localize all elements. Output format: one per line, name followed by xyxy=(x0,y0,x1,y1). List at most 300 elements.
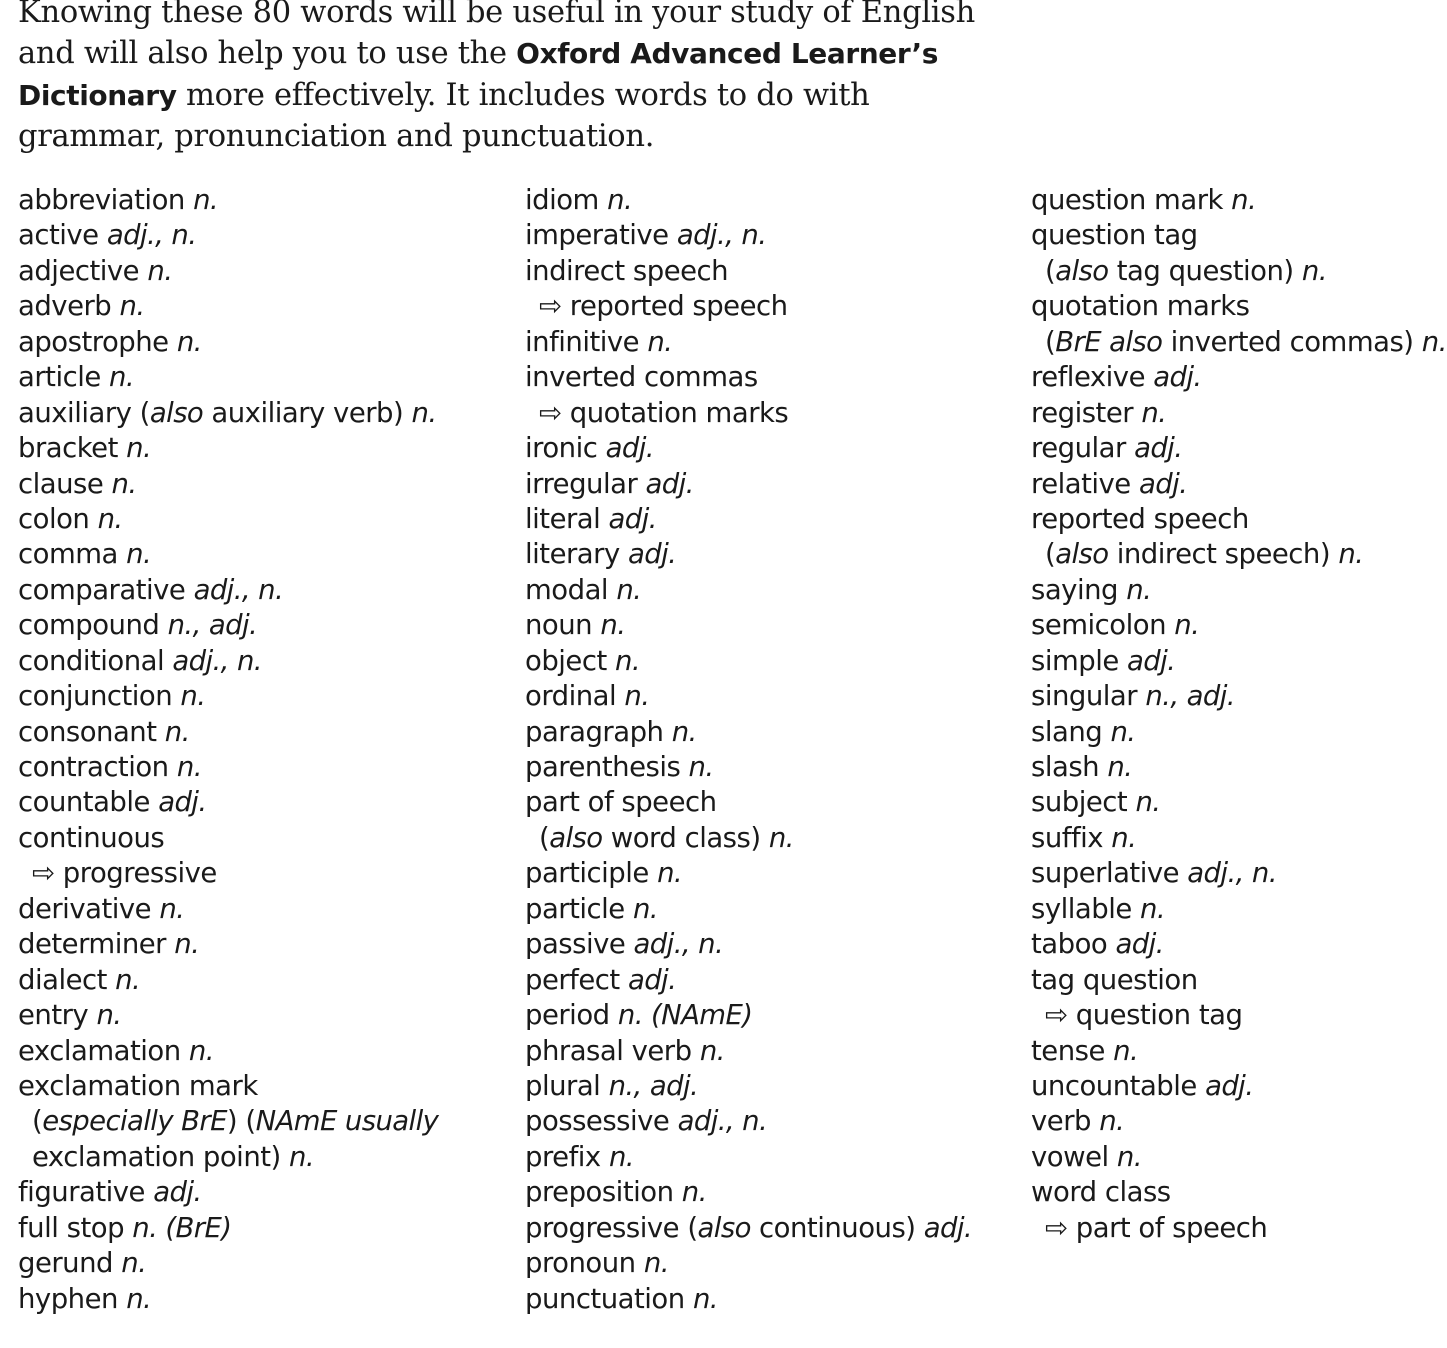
word-class-label: n. xyxy=(671,715,697,748)
list-item xyxy=(525,608,972,643)
headword: parenthesis xyxy=(525,751,681,783)
headword: participle xyxy=(525,857,649,890)
headword: phrasal verb xyxy=(525,1034,692,1067)
headword: figurative xyxy=(18,1176,145,1209)
word-class-label: n. xyxy=(289,1140,314,1173)
word-class-label: adj. xyxy=(605,432,654,465)
list-item xyxy=(525,927,972,962)
word-class-label: n. xyxy=(96,999,122,1032)
list-item xyxy=(1031,856,1340,891)
headword: verb xyxy=(1031,1105,1091,1138)
list-item xyxy=(18,927,438,962)
word-class-label: n. xyxy=(176,751,202,783)
word-class-label: n. xyxy=(699,1034,725,1067)
headword: consonant xyxy=(18,715,157,748)
headword: paragraph xyxy=(525,715,664,748)
word-class-label: n. xyxy=(1126,573,1152,606)
list-item xyxy=(18,360,438,395)
list-item xyxy=(18,431,438,466)
list-item xyxy=(525,502,972,537)
word-class-label: n. xyxy=(688,751,714,783)
word-class-label: n. xyxy=(692,1282,718,1315)
intro-paragraph xyxy=(18,0,978,157)
word-class-label: adj. xyxy=(923,1211,973,1244)
headword: taboo xyxy=(1031,928,1108,961)
word-class-label: adj. xyxy=(1115,928,1164,961)
word-class-label: adj., n. xyxy=(676,219,767,252)
word-class-label: n. xyxy=(159,892,185,925)
list-item xyxy=(18,644,438,679)
paren-close: ) xyxy=(1403,325,1414,358)
paren-close: ) xyxy=(905,1211,916,1244)
list-item xyxy=(1031,1140,1340,1175)
list-item xyxy=(18,537,438,572)
word-class-label: n. xyxy=(180,680,206,713)
list-item xyxy=(1031,289,1340,324)
list-item xyxy=(525,573,972,608)
list-item xyxy=(525,360,972,395)
dictionary-title-part-1: Oxford Advanced Learner’s xyxy=(516,37,938,71)
entry-continuation xyxy=(525,821,972,856)
intro-line-3: more effectively. It includes words to do with xyxy=(176,77,870,113)
headword: perfect xyxy=(525,963,620,996)
list-item xyxy=(18,1069,438,1104)
list-item xyxy=(1031,821,1340,856)
list-item xyxy=(1031,644,1340,679)
word-class-label: n. xyxy=(1141,396,1167,429)
cross-reference-arrow-icon: ⇨ xyxy=(539,396,562,429)
paren-open: ( xyxy=(32,1105,43,1138)
headword: quotation marks xyxy=(1031,290,1250,323)
headword: idiom xyxy=(525,184,599,216)
headword: superlative xyxy=(1031,857,1180,890)
paren-open: ( xyxy=(539,821,550,854)
usage-label: also xyxy=(1055,538,1109,571)
intro-line-2: and will also help you to use the xyxy=(18,36,517,72)
word-class-label: n. xyxy=(1110,715,1136,748)
list-item xyxy=(1031,679,1340,714)
headword: tag question xyxy=(1031,963,1198,996)
word-class-label: n. xyxy=(126,1282,152,1315)
headword: countable xyxy=(18,786,150,819)
list-item xyxy=(525,1282,972,1317)
word-class-label: n. xyxy=(126,538,152,571)
cross-reference-arrow-icon: ⇨ xyxy=(1045,999,1068,1032)
headword: ordinal xyxy=(525,680,617,713)
word-class-label: n. xyxy=(616,573,642,606)
headword: vowel xyxy=(1031,1140,1109,1173)
headword: question tag xyxy=(1031,219,1198,252)
word-class-label: n. xyxy=(1135,786,1161,819)
paren-close: ) xyxy=(270,1140,281,1173)
list-item xyxy=(525,1034,972,1069)
headword: adverb xyxy=(18,290,112,323)
list-item xyxy=(18,325,438,360)
paren-open: ( xyxy=(1045,325,1056,358)
list-item xyxy=(1031,1104,1340,1139)
cross-reference-term: quotation marks xyxy=(569,396,789,429)
headword: irregular xyxy=(525,467,638,500)
list-item xyxy=(1031,785,1340,820)
paren-open: ( xyxy=(1045,254,1056,287)
list-item xyxy=(525,715,972,750)
list-item xyxy=(525,183,972,218)
word-class-label: n. xyxy=(1231,184,1257,216)
list-item xyxy=(18,1034,438,1069)
headword: particle xyxy=(525,892,625,925)
word-class-label: n. xyxy=(1113,1034,1139,1067)
entry-continuation xyxy=(1031,254,1340,289)
word-class-label: adj. xyxy=(627,538,677,571)
entry-continuation xyxy=(1031,325,1447,360)
word-class-label: n. xyxy=(1140,892,1165,925)
paren-close: ) xyxy=(1283,254,1294,287)
headword: semicolon xyxy=(1031,609,1167,642)
headword: compound xyxy=(18,609,160,642)
headword: subject xyxy=(1031,786,1128,819)
word-class-label: adj. xyxy=(608,502,657,535)
word-class-label: adj. xyxy=(1134,432,1183,465)
list-item xyxy=(1031,750,1340,785)
headword: contraction xyxy=(18,751,169,783)
word-class-label: n. xyxy=(1111,821,1137,854)
headword: ironic xyxy=(525,432,598,465)
word-class-label: n. xyxy=(632,892,658,925)
word-class-label: n. xyxy=(647,325,673,358)
headword: derivative xyxy=(18,892,152,925)
headword: slang xyxy=(1031,715,1103,748)
word-list-column-3 xyxy=(1031,183,1447,1246)
list-item xyxy=(18,254,438,289)
headword: literal xyxy=(525,502,601,535)
word-class-label: n. xyxy=(147,254,173,287)
headword: singular xyxy=(1031,680,1138,713)
list-item xyxy=(18,715,438,750)
list-item xyxy=(1031,360,1340,395)
word-class-label: adj. xyxy=(627,963,677,996)
list-item xyxy=(525,1140,972,1175)
list-item xyxy=(18,218,438,253)
headword: suffix xyxy=(1031,821,1104,854)
headword: passive xyxy=(525,928,626,961)
headword: active xyxy=(18,219,99,252)
list-item xyxy=(525,679,972,714)
word-class-label: n. xyxy=(126,432,152,465)
paren-open: ( xyxy=(1045,538,1056,571)
intro-line-1: Knowing these 80 words will be useful in your study of English xyxy=(18,0,975,30)
headword: punctuation xyxy=(525,1282,685,1315)
headword: noun xyxy=(525,609,593,642)
headword: plural xyxy=(525,1069,601,1102)
headword: infinitive xyxy=(525,325,640,358)
alternative-term: auxiliary verb xyxy=(211,396,394,429)
headword: comma xyxy=(18,538,118,571)
headword: colon xyxy=(18,502,90,535)
list-item xyxy=(1031,573,1340,608)
headword: relative xyxy=(1031,467,1131,500)
word-class-label: n. xyxy=(768,821,794,854)
word-class-label: n. xyxy=(1174,609,1200,642)
list-item xyxy=(525,1069,972,1104)
usage-label: also xyxy=(149,396,204,429)
alternative-term: tag question xyxy=(1116,254,1284,287)
headword: word class xyxy=(1031,1176,1171,1209)
headword: hyphen xyxy=(18,1282,118,1315)
paren-open: ( xyxy=(139,396,150,429)
list-item xyxy=(525,644,972,679)
word-class-label: n. xyxy=(164,715,190,748)
word-class-label: n. xyxy=(97,502,123,535)
headword: bracket xyxy=(18,432,118,465)
word-class-label: adj., n. xyxy=(633,928,724,961)
word-class-label: adj., n. xyxy=(172,644,262,677)
usage-label: especially BrE xyxy=(42,1105,227,1138)
word-class-label: adj. xyxy=(1127,644,1176,677)
word-class-label: n. xyxy=(681,1176,707,1209)
headword: exclamation point xyxy=(32,1140,271,1173)
list-item xyxy=(18,963,438,998)
list-item xyxy=(18,892,438,927)
list-item xyxy=(1031,608,1340,643)
list-item xyxy=(18,608,438,643)
cross-reference-arrow-icon: ⇨ xyxy=(539,290,562,323)
word-class-label: adj., n. xyxy=(677,1105,768,1138)
list-item xyxy=(18,183,438,218)
list-item xyxy=(1031,431,1340,466)
word-list-column-1 xyxy=(18,183,438,1317)
list-item xyxy=(525,325,972,360)
word-class-label: n. xyxy=(119,290,145,323)
word-class-label: n. xyxy=(115,963,141,996)
list-item xyxy=(18,502,438,537)
word-class-label: n. (NAmE) xyxy=(617,999,753,1032)
word-class-label: n. xyxy=(1421,325,1447,358)
headword: modal xyxy=(525,573,609,606)
list-item xyxy=(525,892,972,927)
word-class-label: adj., n. xyxy=(1187,857,1277,890)
cross-reference-term: progressive xyxy=(62,857,217,890)
headword: register xyxy=(1031,396,1134,429)
list-item xyxy=(1031,963,1340,998)
list-item xyxy=(18,785,438,820)
list-item xyxy=(1031,892,1340,927)
headword: tense xyxy=(1031,1034,1105,1067)
headword: conditional xyxy=(18,644,165,677)
word-class-label: n. xyxy=(193,184,219,216)
word-class-label: adj. xyxy=(1138,467,1188,500)
headword: exclamation xyxy=(18,1034,181,1067)
cross-reference-term: part of speech xyxy=(1075,1211,1268,1244)
list-item xyxy=(525,537,972,572)
alternative-term: inverted commas xyxy=(1170,325,1404,358)
list-item xyxy=(18,679,438,714)
headword: possessive xyxy=(525,1105,670,1138)
list-item xyxy=(525,785,972,820)
list-item xyxy=(525,963,972,998)
word-class-label: n. xyxy=(608,1140,634,1173)
word-class-label: n. xyxy=(615,644,640,677)
headword: progressive xyxy=(525,1211,680,1244)
headword: reported speech xyxy=(1031,502,1249,535)
headword: exclamation mark xyxy=(18,1069,258,1102)
word-class-label: n. xyxy=(643,1247,669,1280)
list-item xyxy=(525,467,972,502)
list-item xyxy=(18,1246,438,1281)
headword: saying xyxy=(1031,573,1118,606)
word-class-label: n. (BrE) xyxy=(132,1211,232,1244)
headword: dialect xyxy=(18,963,107,996)
entry-continuation xyxy=(525,289,972,324)
headword: part of speech xyxy=(525,786,717,819)
word-class-label: adj., n. xyxy=(193,573,284,606)
headword: conjunction xyxy=(18,680,173,713)
dictionary-title-part-2: Dictionary xyxy=(18,78,177,112)
headword: period xyxy=(525,999,610,1032)
headword: inverted commas xyxy=(525,361,758,394)
headword: adjective xyxy=(18,254,140,287)
word-class-label: n., adj. xyxy=(167,609,258,642)
headword: clause xyxy=(18,467,104,500)
paren-close: ) xyxy=(1319,538,1331,571)
headword: object xyxy=(525,644,607,677)
usage-label: BrE also xyxy=(1055,325,1163,358)
list-item xyxy=(525,1211,972,1246)
list-item xyxy=(525,856,972,891)
word-class-label: n. xyxy=(607,184,633,216)
word-class-label: n. xyxy=(188,1034,214,1067)
list-item xyxy=(1031,715,1340,750)
headword: article xyxy=(18,361,101,394)
alternative-term: word class xyxy=(610,821,751,854)
word-class-label: n. xyxy=(411,396,437,429)
list-item xyxy=(525,998,972,1033)
list-item xyxy=(1031,396,1340,431)
headword: slash xyxy=(1031,751,1100,783)
entry-continuation xyxy=(18,1104,438,1139)
headword: auxiliary xyxy=(18,396,132,429)
word-class-label: n., adj. xyxy=(1145,680,1235,713)
paren-close: ) xyxy=(393,396,404,429)
word-class-label: n. xyxy=(176,325,202,358)
headword: indirect speech xyxy=(525,254,729,287)
list-item xyxy=(1031,927,1340,962)
headword: pronoun xyxy=(525,1247,636,1280)
entry-continuation xyxy=(1031,537,1364,572)
headword: question mark xyxy=(1031,184,1223,216)
word-class-label: adj. xyxy=(158,786,207,819)
headword: full stop xyxy=(18,1211,125,1244)
headword: entry xyxy=(18,999,89,1032)
entry-continuation xyxy=(525,396,972,431)
word-class-label: n. xyxy=(109,361,134,394)
usage-label: also xyxy=(1055,254,1109,287)
list-item xyxy=(525,750,972,785)
headword: syllable xyxy=(1031,892,1132,925)
word-class-label: n. xyxy=(600,609,626,642)
word-class-label: n., adj. xyxy=(608,1069,699,1102)
cross-reference-term: reported speech xyxy=(569,290,788,323)
usage-label: also xyxy=(697,1211,751,1244)
word-class-label: n. xyxy=(1099,1105,1125,1138)
list-item xyxy=(18,467,438,502)
list-item xyxy=(18,289,438,324)
list-item xyxy=(1031,1034,1340,1069)
word-class-label: n. xyxy=(1107,751,1133,783)
word-class-label: n. xyxy=(1338,538,1364,571)
list-item xyxy=(18,821,438,856)
list-item xyxy=(18,396,438,431)
list-item xyxy=(18,1211,438,1246)
word-class-label: n. xyxy=(174,928,200,961)
headword: reflexive xyxy=(1031,361,1145,394)
list-item xyxy=(1031,502,1340,537)
paren-close: ) xyxy=(750,821,761,854)
word-class-label: adj. xyxy=(1205,1069,1254,1102)
entry-continuation xyxy=(18,1140,438,1175)
paren-close: ) ( xyxy=(226,1105,256,1138)
list-item xyxy=(18,750,438,785)
headword: continuous xyxy=(18,821,165,854)
headword: preposition xyxy=(525,1176,674,1209)
list-item xyxy=(18,998,438,1033)
headword: imperative xyxy=(525,219,669,252)
intro-line-4: grammar, pronunciation and punctuation. xyxy=(18,118,655,154)
cross-reference-arrow-icon: ⇨ xyxy=(32,857,55,890)
headword: apostrophe xyxy=(18,325,169,358)
word-class-label: n. xyxy=(657,857,683,890)
headword: prefix xyxy=(525,1140,601,1173)
list-item xyxy=(18,1175,438,1210)
list-item xyxy=(18,573,438,608)
entry-continuation xyxy=(1031,1211,1340,1246)
word-class-label: n. xyxy=(1116,1140,1142,1173)
headword: uncountable xyxy=(1031,1069,1197,1102)
alternative-term: indirect speech xyxy=(1116,538,1320,571)
list-item xyxy=(525,1175,972,1210)
entry-continuation xyxy=(1031,998,1340,1033)
usage-label: also xyxy=(549,821,603,854)
alternative-term: continuous xyxy=(759,1211,906,1244)
paren-open: ( xyxy=(687,1211,698,1244)
word-class-label: adj. xyxy=(645,467,694,500)
list-item xyxy=(525,218,972,253)
list-item xyxy=(525,254,972,289)
usage-label: NAmE usually xyxy=(255,1105,439,1138)
list-item xyxy=(1031,1175,1340,1210)
headword: determiner xyxy=(18,928,166,961)
headword: simple xyxy=(1031,644,1119,677)
entry-continuation xyxy=(18,856,438,891)
word-class-label: adj., n. xyxy=(106,219,197,252)
word-class-label: adj. xyxy=(1153,361,1202,394)
list-item xyxy=(1031,218,1340,253)
headword: gerund xyxy=(18,1247,113,1280)
headword: abbreviation xyxy=(18,184,185,216)
list-item xyxy=(525,431,972,466)
cross-reference-term: question tag xyxy=(1075,999,1243,1032)
word-class-label: n. xyxy=(111,467,137,500)
cross-reference-arrow-icon: ⇨ xyxy=(1045,1211,1068,1244)
list-item xyxy=(525,1104,972,1139)
list-item xyxy=(1031,1069,1340,1104)
list-item xyxy=(525,1246,972,1281)
list-item xyxy=(1031,467,1340,502)
list-item xyxy=(1031,183,1340,218)
headword: regular xyxy=(1031,432,1126,465)
headword: literary xyxy=(525,538,620,571)
word-class-label: n. xyxy=(1301,254,1327,287)
word-class-label: adj. xyxy=(153,1176,202,1209)
